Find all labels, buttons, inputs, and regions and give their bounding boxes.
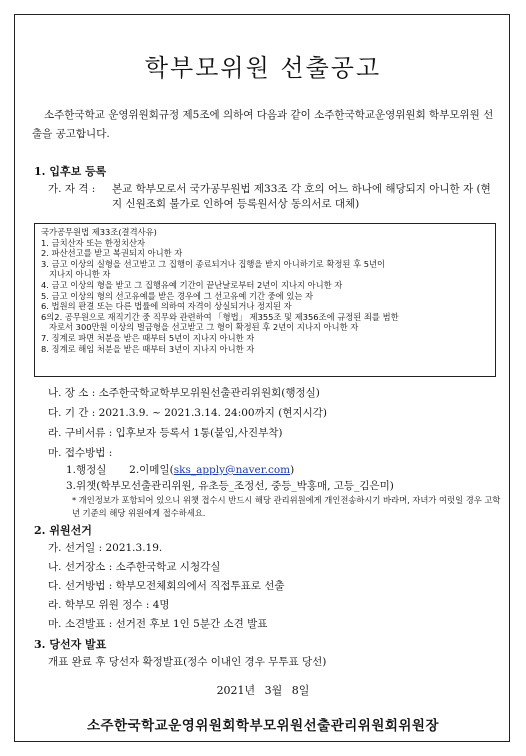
election-method: 다. 선거방법 : 학부모전체회의에서 직접투표로 선출 — [48, 580, 285, 592]
box-item: 5. 금고 이상의 형의 선고유예를 받은 경우에 그 선고유예 기간 중에 있는 자 — [41, 290, 313, 301]
box-item: 6의2. 공무원으로 재직기간 중 직무와 관련하여 「형법」 제355조 및 제356조에 규정된 죄를 범한 — [41, 311, 399, 322]
qualification-text: 본교 학부모로서 국가공무원법 제33조 각 호의 어느 하나에 해당되지 아니한 자 (현지 신원조회 불가로 인하여 등록원서상 동의서로 대체) — [112, 183, 491, 210]
notice-date: 2021년 3월 8일 — [216, 684, 310, 697]
method-office: 1.행정실 — [66, 464, 107, 476]
box-item: 7. 징계로 파면 처분을 받은 때부터 5년이 지나지 아니한 자 — [41, 332, 255, 343]
intro-paragraph: 소주한국학교 운영위원회규정 제5조에 의하여 다음과 같이 소주한국학교운영위원회 학부모위원 선출을 공고합니다. — [32, 109, 494, 140]
election-place: 나. 선거장소 : 소주한국학교 시청각실 — [48, 561, 221, 573]
box-item: 지나지 아니한 자 — [49, 269, 111, 280]
privacy-note: * 개인정보가 포함되어 있으니 위챗 접수시 반드시 해당 관리위원에게 개인전송하시기 바라며, 자녀가 여럿일 경우 고학년 기준의 해당 위원에게 접수하세요. — [72, 495, 501, 518]
speech-line: 마. 소견발표 : 선거전 후보 1인 5분간 소견 발표 — [48, 618, 268, 630]
section1-heading: 1. 입후보 등록 — [34, 165, 107, 178]
email-link[interactable]: sks_apply@naver.com — [173, 464, 291, 476]
box-item: 8. 징계로 해임 처분을 받은 때부터 3년이 지나지 아니한 자 — [41, 343, 255, 354]
box-item: 2. 파산선고를 받고 복권되지 아니한 자 — [41, 248, 183, 259]
place-line: 나. 장 소 : 소주한국학교학부모위원선출관리위원회(행정실) — [48, 387, 320, 399]
box-item: 4. 금고 이상의 형을 받고 그 집행유예 기간이 끝난날로부터 2년이 지나지 아니한 자 — [41, 279, 343, 290]
period-line: 다. 기 간 : 2021.3.9. ~ 2021.3.14. 24:00까지 (현지시각) — [48, 407, 327, 419]
method-label: 마. 접수방법 : — [48, 447, 113, 459]
documents-line: 라. 구비서류 : 입후보자 등록서 1통(붙임,사진부착) — [48, 427, 283, 439]
box-title: 국가공무원법 제33조(결격사유) — [41, 227, 157, 237]
method-line-2 — [66, 463, 294, 478]
disqualification-box — [34, 223, 496, 377]
box-item: 자로서 300만원 이상의 벌금형을 선고받고 그 형이 확정된 후 2년이 지나지 아니한 자 — [49, 322, 359, 333]
issuer-signature: 소주한국학교운영위원회학부모위원선출관리위원회위원장 — [86, 718, 440, 734]
method-wechat: 3.위챗(학부모선출관리위원, 유초등_조정선, 중등_박홍매, 고등_김은미) — [66, 480, 394, 492]
qualification-label: 가. 자 격 : — [48, 183, 96, 195]
box-item: 6. 법원의 판결 또는 다른 법률에 의하여 자격이 상실되거나 정지된 자 — [41, 301, 292, 312]
member-quota: 라. 학부모 위원 정수 : 4명 — [48, 599, 170, 611]
section2-heading: 2. 위원선거 — [34, 524, 92, 537]
document-title: 학부모위원 선출공고 — [144, 54, 382, 82]
method-email-suffix: ) — [290, 464, 295, 476]
box-item: 1. 금치산자 또는 한정치산자 — [41, 237, 145, 248]
section3-heading: 3. 당선자 발표 — [34, 638, 107, 651]
box-item: 3. 금고 이상의 실형을 선고받고 그 집행이 종료되거나 집행을 받지 아니하기로 확정된 후 5년이 — [41, 258, 386, 269]
election-date: 가. 선거일 : 2021.3.19. — [48, 542, 163, 554]
result-announcement: 개표 완료 후 당선자 확정발표(정수 이내인 경우 무투표 당선) — [48, 656, 327, 668]
method-email-prefix: 2.이메일( — [129, 464, 174, 476]
